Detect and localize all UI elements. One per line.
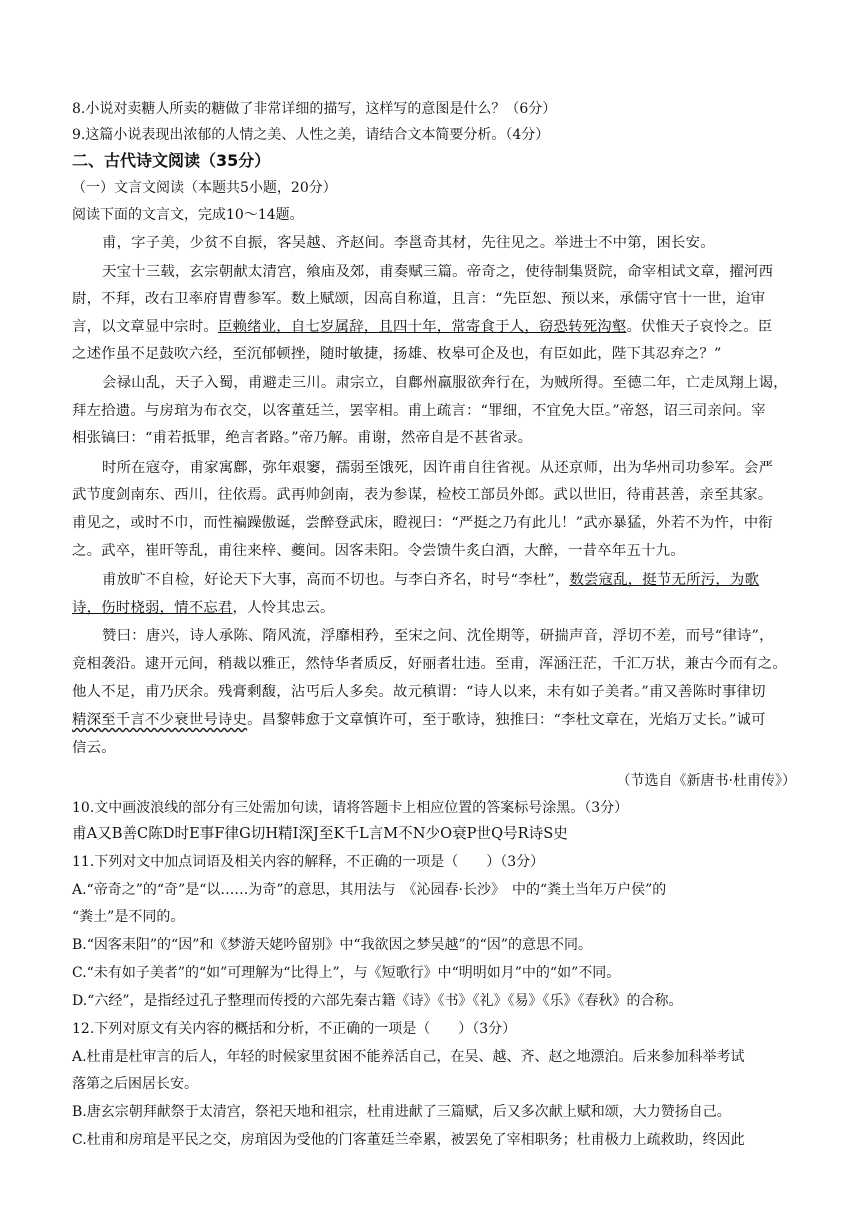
question-11-option-c: C.“未有如子美者”的“如”可理解为“比得上”，与《短歌行》中“明明如月”中的“如”不同。 [72,965,621,981]
passage-text: 甫放旷不自检，好论天下大事，高而不切也。与李白齐名，时号“李杜”， [102,572,570,588]
passage-line: 他人不足，甫乃厌余。残膏剩馥，沾丐后人多矣。故元稹谓：“诗人以来，未有如子美者。”甫又善陈时事律切 [72,684,766,700]
question-10-stem: 10.文中画波浪线的部分有三处需加句读，请将答题卡上相应位置的答案标号涂黑。（3分） [72,800,629,816]
passage-line: 尉，不拜，改右卫率府胄曹参军。数上赋颂，因高自称道，且言：“先臣恕、预以来，承儒守官十一世，迨审 [72,291,766,307]
question-11-option-a: A.“帝奇之”的“奇”是“以……为奇”的意思，其用法与 《沁园春·长沙》 中的“粪土当年万户侯”的 [72,882,667,898]
passage-line: 赞曰：唐兴，诗人承陈、隋风流，浮靡相矜，至宋之问、沈佺期等，研揣声音，浮切不差，而号“律诗”， [102,628,774,644]
passage-line: 甫见之，或时不巾，而性褊躁傲诞，尝醉登武床，瞪视曰：“严挺之乃有此儿！”武亦暴猛，外若不为忤，中衔 [72,515,773,531]
question-10-options: 甫A又B善C陈D时E事F律G切H精I深J至K千L言M不N少O衰P世Q号R诗S史 [72,825,568,842]
question-11-stem: 11.下列对文中加点词语及相关内容的解释，不正确的一项是（ ）（3分） [72,854,545,870]
underlined-sentence: 臣赖绪业，自七岁属辞，且四十年，常寄食于人，窃恐转死沟壑 [217,319,627,335]
passage-text: 。伏惟天子哀怜之。臣 [626,319,773,335]
passage-source: （节选自《新唐书·杜甫传》） [616,773,796,789]
passage-line: 拜左拾遗。与房琯为布衣交，以客董廷兰，罢宰相。甫上疏言：“罪细，不宜免大臣。”帝怒，诏三司亲问。宰 [72,403,766,419]
question-12-option-a: A.杜甫是杜审言的后人，年轻的时候家里贫困不能养活自己，在吴、越、齐、赵之地漂泊。后来参加科举考试 [72,1049,745,1065]
passage-line: 甫，字子美，少贫不自振，客吴越、齐赵间。李邕奇其材，先往见之。举进士不中第，困长安。 [102,235,715,251]
passage-line [72,709,766,731]
passage-line: 信云。 [72,740,116,756]
question-12-stem: 12.下列对原文有关内容的概括和分析，不正确的一项是（ ）（3分） [72,1021,517,1037]
passage-line: 天宝十三载，玄宗朝献太清宫，飨庙及郊，甫奏赋三篇。帝奇之，使待制集贤院，命宰相试文章，擢河西 [102,264,774,280]
passage-line: 武节度剑南东、西川，往依焉。武再帅剑南，表为参谋，检校工部员外郎。武以世旧，待甫甚善，亲至其家。 [72,487,773,503]
reading-instruction: 阅读下面的文言文，完成10～14题。 [72,207,304,223]
section-title: 二、古代诗文阅读（35分） [72,151,271,170]
wavy-underlined-text: 精深至千言不少衰世号诗史 [72,712,248,728]
passage-line: 竞相袭沿。逮开元间，稍裁以雅正，然恃华者质反，好丽者壮违。至甫，浑涵汪茫，千汇万状，兼古今而有之。 [72,656,787,672]
passage-line: 时所在寇夺，甫家寓鄜，弥年艰窭，孺弱至饿死，因许甫自往省视。从还京师，出为华州司功参军。会严 [102,460,774,476]
question-11-option-b: B.“因客耒阳”的“因”和《梦游天姥吟留别》中“我欲因之梦吴越”的“因”的意思不同。 [72,937,592,953]
sub-section-title: （一）文言文阅读（本题共5小题，20分） [72,180,337,196]
question-8: 8.小说对卖糖人所卖的糖做了非常详细的描写，这样写的意图是什么？（6分） [72,101,557,117]
passage-line [102,569,759,591]
question-12-option-c: C.杜甫和房琯是平民之交，房琯因为受他的门客董廷兰牵累，被罢免了宰相职务；杜甫极力上疏救助，终因此 [72,1132,745,1148]
question-11-option-a-cont: “粪土”是不同的。 [72,909,185,925]
passage-text: 。昌黎韩愈于文章慎许可，至于歌诗，独推曰：“李杜文章在，光焰万丈长。”诚可 [247,712,766,728]
question-11-option-d: D.“六经”，是指经过孔子整理而传授的六部先秦古籍《诗》《书》《礼》《易》《乐》《春秋》的合称。 [72,993,683,1009]
passage-line: 之述作虽不足鼓吹六经，至沉郁顿挫，随时敏捷，扬雄、枚皋可企及也，有臣如此，陛下其忍弃之？” [72,346,722,362]
question-9: 9.这篇小说表现出浓郁的人情之美、人性之美，请结合文本简要分析。（4分） [72,127,550,143]
underlined-sentence: 数尝寇乱，挺节无所污，为歌 [569,572,760,588]
passage-line: 会禄山乱，天子入蜀，甫避走三川。肃宗立，自鄜州羸服欲奔行在，为贼所得。至德二年，亡走凤翔上谒， [102,375,788,391]
underlined-sentence: 诗，伤时桡弱，情不忘君 [72,600,233,616]
passage-line: 相张镐曰：“甫若抵罪，绝言者路。”帝乃解。甫谢，然帝自是不甚省录。 [72,430,533,446]
question-12-option-a-cont: 落第之后困居长安。 [72,1076,198,1092]
question-12-option-b: B.唐玄宗朝拜献祭于太清宫，祭祀天地和祖宗，杜甫进献了三篇赋，后又多次献上赋和颂，大力赞扬自己。 [72,1104,731,1120]
passage-line: 之。武卒，崔旰等乱，甫往来梓、夔间。因客耒阳。令尝馈牛炙白酒，大醉，一昔卒年五十九。 [72,543,685,559]
passage-line [72,316,772,338]
passage-line [72,597,335,619]
passage-text: ，人怜其忠云。 [232,600,335,616]
passage-text: 言，以文章显中宗时。 [72,319,218,335]
